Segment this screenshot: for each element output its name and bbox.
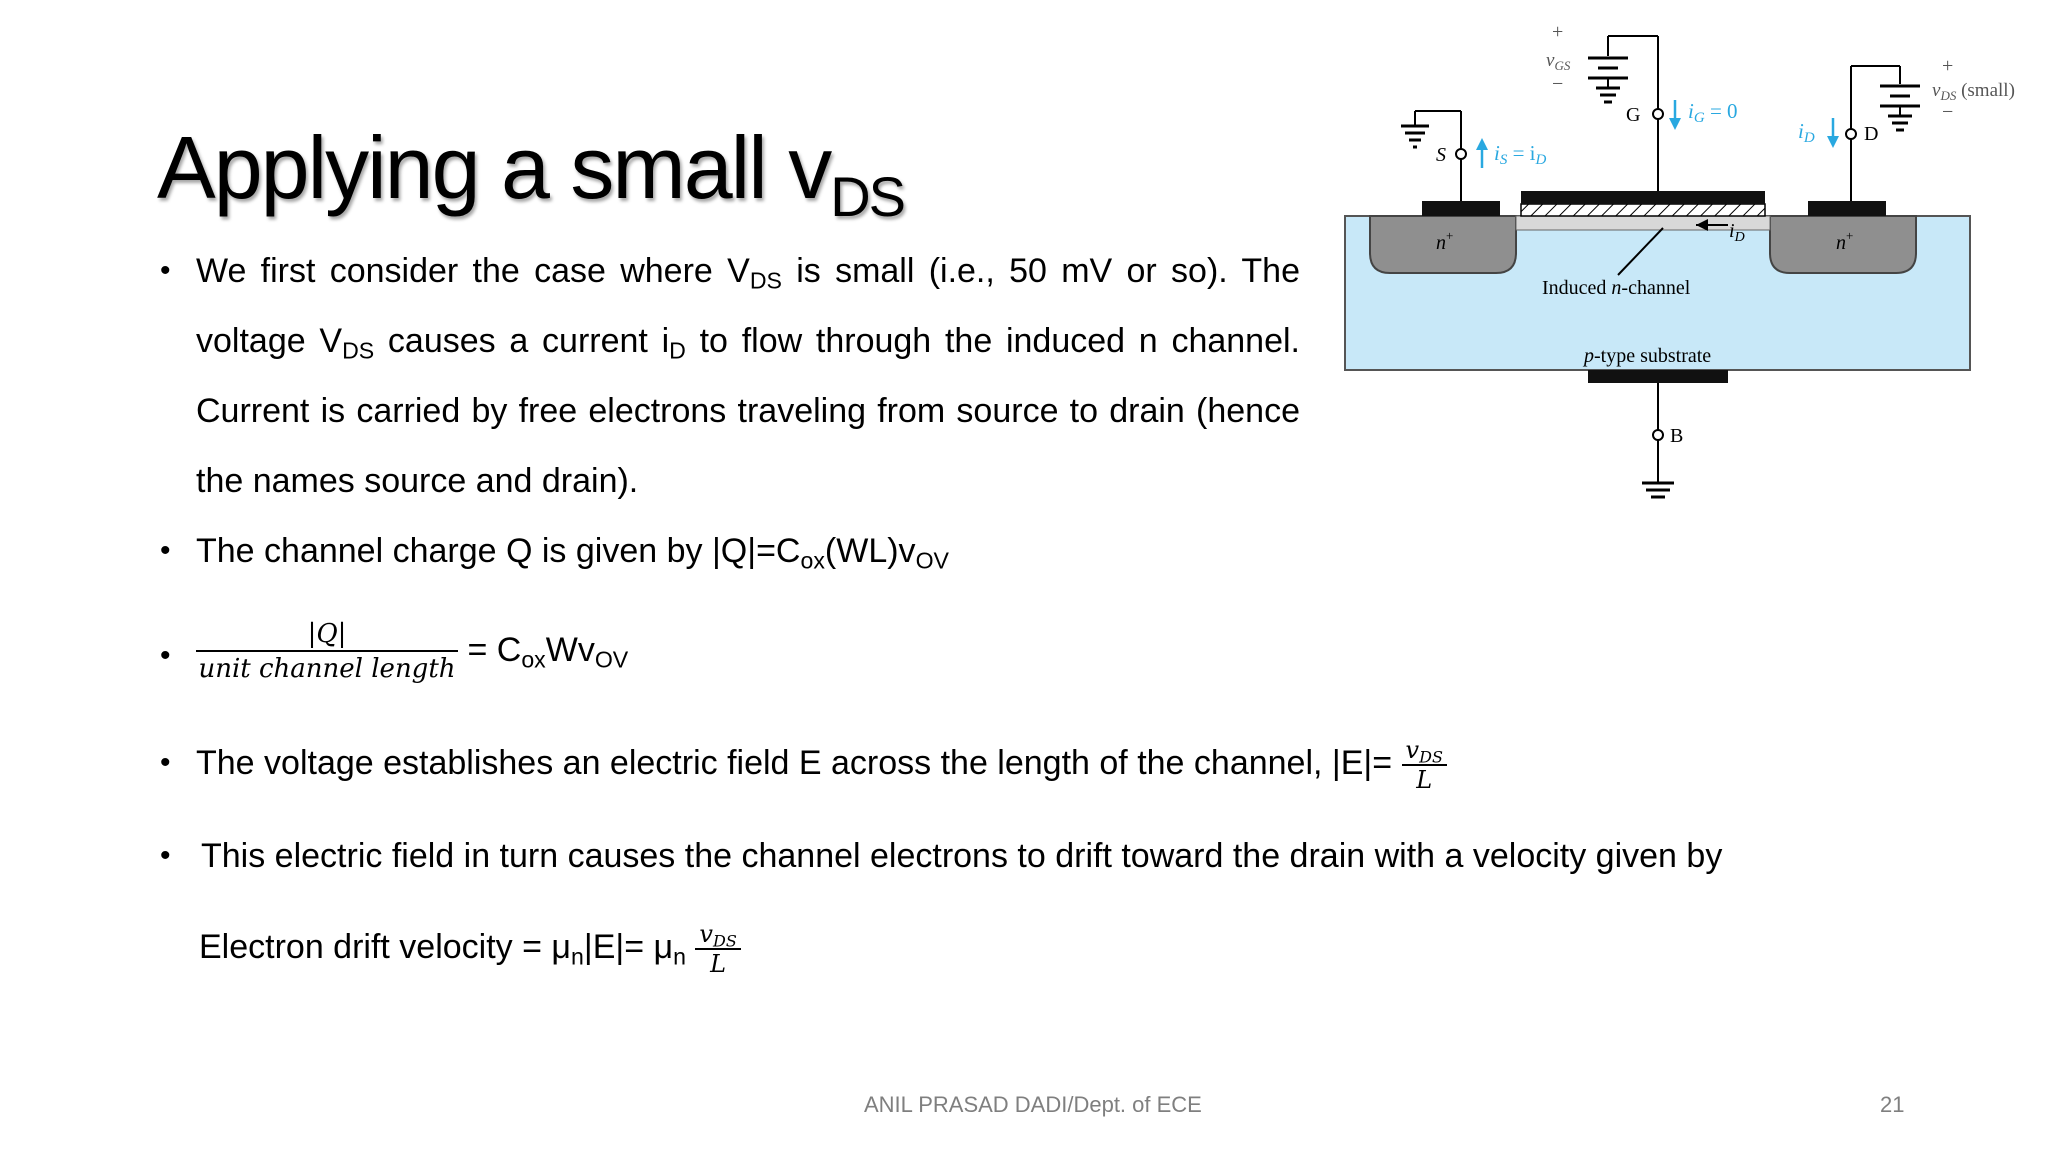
- body-contact: [1588, 370, 1728, 383]
- gate-oxide: [1521, 204, 1765, 216]
- is-label: iS = iD: [1494, 141, 1547, 168]
- source-terminal: [1456, 149, 1466, 159]
- drain-contact: [1808, 201, 1886, 216]
- vgs-label: $v_{GS}$: [1546, 50, 1571, 73]
- n-plus-drain-label: n+: [1836, 228, 1854, 254]
- body-label: B: [1670, 425, 1684, 447]
- bullet-vds-small: • We first consider the case where $V_{DS}$ is small (i.e., 50 mV or so). The voltage $V_{DS}$ causes a current $i_D$ to flow through the induced n channel. Current is carried by free electrons traveling from source to drain (hence the names source and drain).: [196, 236, 1300, 516]
- substrate-label: p-type substrate: [1584, 345, 1712, 367]
- field-fraction: $\frac{v_{DS}}{L}$: [1402, 736, 1447, 794]
- bullet-drift: • This electric field in turn causes the channel electrons to drift toward the drain with a velocity given by: [201, 821, 1722, 891]
- vds-label: $v_{DS}$ (small): [1932, 80, 2015, 103]
- charge-fraction: $\frac{|Q|}{\text{unit channel length}}$: [196, 618, 458, 686]
- drift-velocity-equation: Electron drift velocity = $\mu_n|E|= \mu_n$ $\frac{v_{DS}}{L}$: [199, 914, 741, 980]
- id-label: iD: [1798, 119, 1815, 146]
- bullet-dot: •: [160, 839, 171, 872]
- drift-fraction: $\frac{v_{DS}}{L}$: [695, 920, 740, 978]
- n-plus-source-label: n+: [1436, 228, 1454, 254]
- vgs-minus: −: [1552, 73, 1564, 95]
- page-number: 21: [1880, 1092, 1905, 1117]
- source-contact: [1422, 201, 1500, 216]
- drain-terminal: [1846, 129, 1856, 139]
- bullet-channel-charge: • The channel charge Q is given by $|Q|=C_{ox}(WL)v_{OV}$: [196, 516, 949, 586]
- gate-metal: [1521, 191, 1765, 204]
- drain-label: D: [1864, 123, 1879, 145]
- slide-title: Applying a small $v_{DS}$: [157, 118, 904, 228]
- induced-channel-label: Induced n-channel: [1542, 277, 1691, 299]
- vds-minus: −: [1942, 101, 1954, 123]
- vds-plus: +: [1942, 55, 1954, 77]
- mosfet-diagram: [1318, 18, 2048, 508]
- bullet-dot: •: [160, 746, 171, 779]
- bullet-dot: •: [160, 254, 171, 287]
- body-terminal: [1653, 430, 1663, 440]
- source-label: S: [1436, 144, 1446, 166]
- gate-label: G: [1626, 104, 1641, 126]
- vgs-plus: +: [1552, 21, 1564, 43]
- bullet-electric-field: • The voltage establishes an electric field E across the length of the channel, |E|= $\frac{v_{DS}}{L}$: [196, 730, 1447, 796]
- channel-current-label: $i_D$: [1729, 220, 1745, 245]
- gate-terminal: [1653, 109, 1663, 119]
- bullet-charge-per-length: • $\frac{|Q|}{\text{unit channel length}}$ = $C_{ox}Wv_{OV}$: [160, 619, 629, 684]
- ig-label: iG = 0: [1688, 99, 1738, 126]
- footer-author: ANIL PRASAD DADI/Dept. of ECE: [864, 1092, 1202, 1117]
- bullet-dot: •: [160, 534, 171, 567]
- bullet-dot: •: [160, 639, 171, 672]
